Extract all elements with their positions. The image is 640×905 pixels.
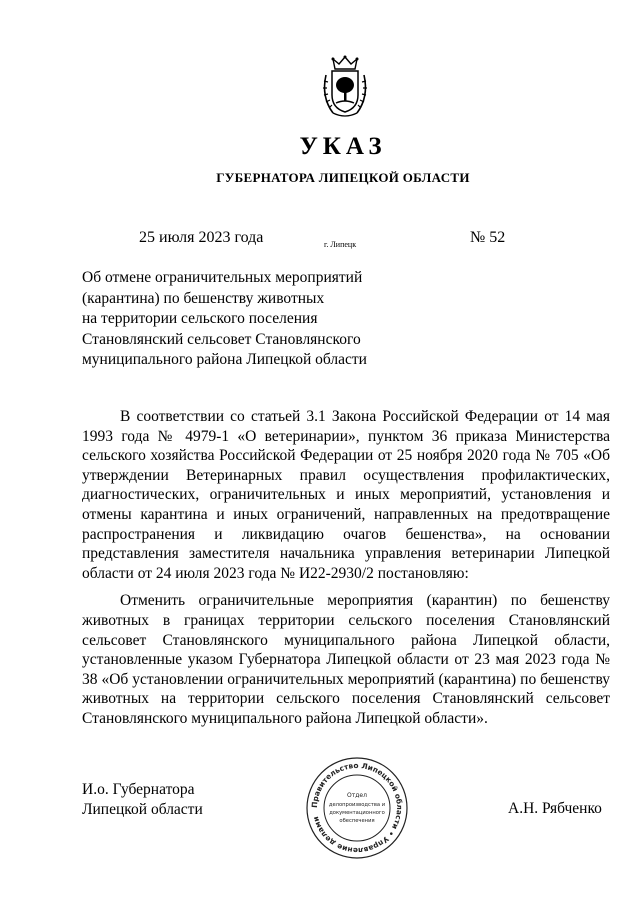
stamp-inner-text: обеспечения — [339, 818, 375, 824]
official-stamp — [305, 756, 409, 860]
lipetsk-coat-of-arms-icon — [319, 55, 371, 121]
subject-line: муниципального района Липецкой области — [82, 351, 367, 368]
stamp-inner-text: документационного — [329, 810, 385, 816]
document-place: г. Липецк — [324, 240, 357, 249]
body-paragraph: Отменить ограничительные мероприятия (карантин) по бешенству животных в границах территории сельского поселения Становлянский сельсовет Становлянского муниципального района Липецкой области, установленные указом Губернатора Липецкой области от 23 мая 2023 года № 38 «Об установлении ограничительных мероприятий (карантина) по бешенству животных на территории сельского поселения Становлянский сельсовет Становлянского муниципального района Липецкой области». — [82, 592, 610, 727]
signatory-name: А.Н. Рябченко — [508, 800, 602, 817]
subject-line: (карантина) по бешенству животных — [82, 289, 325, 307]
document-subtitle: ГУБЕРНАТОРА ЛИПЕЦКОЙ ОБЛАСТИ — [216, 170, 470, 185]
subject-line: Об отмене ограничительных мероприятий — [82, 269, 363, 286]
subject-line: на территории сельского поселения — [82, 310, 318, 327]
document-body — [82, 407, 610, 737]
document-subject — [82, 268, 382, 371]
subject-line: Становлянский сельсовет Становлянского — [82, 330, 361, 348]
signatory-position — [82, 780, 203, 820]
signatory-position-line: Липецкой области — [82, 801, 203, 818]
stamp-inner-text: Отдел — [347, 792, 367, 799]
stamp-outer-text: Правительство Липецкой области • Управление делами — [309, 760, 405, 856]
document-title: УКАЗ — [299, 133, 387, 160]
document-date: 25 июля 2023 года — [139, 229, 264, 246]
body-paragraph: В соответствии со статьей 3.1 Закона Российской Федерации от 14 мая 1993 года № 4979-1 «О ветеринарии», пунктом 36 приказа Министерства сельского хозяйства Российской Федерации от 25 ноября 2020 года № 705 «Об утверждении Ветеринарных правил осуществления профилактических, диагностических, ограничительных и иных мероприятий, установления и отмены карантина и иных ограничений, направленных на предотвращение распространения и ликвидацию очагов бешенства», на основании представления заместителя начальника управления ветеринарии Липецкой области от 24 июля 2023 года № И22-2930/2 постановляю: — [82, 408, 610, 582]
stamp-inner-text: делопроизводства и — [328, 802, 386, 808]
signatory-position-line: И.о. Губернатора — [82, 781, 195, 798]
document-number: № 52 — [470, 229, 506, 246]
